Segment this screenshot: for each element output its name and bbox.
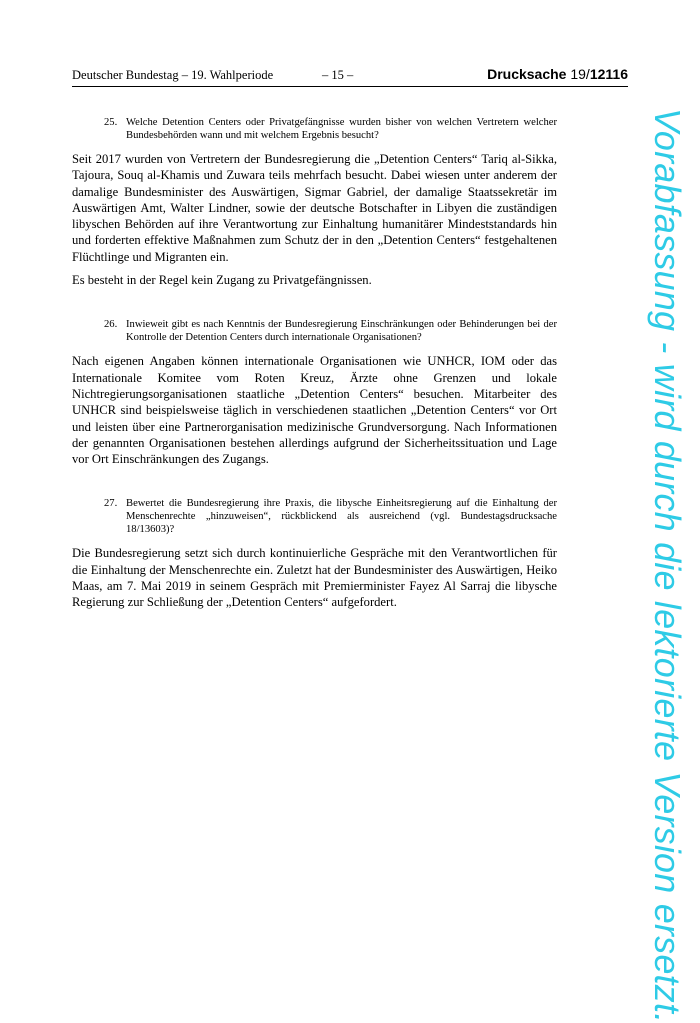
answer-25-paragraph-2: Es besteht in der Regel kein Zugang zu Privatgefängnissen. [72,273,372,288]
answer-26-paragraph-1: Nach eigenen Angaben können internationale Organisationen wie UNHCR, IOM oder das Internationale Komitee vom Roten Kreuz, Ärzte ohne Grenzen und lokale Nichtregierungsorganisationen staatliche „Detention Centers“ besuchen. Mitarbeiter des UNHCR sind beispielsweise täglich in verschiedenen staatlichen „Detention Centers“ vor Ort und leisten über eine Partnerorganisation medizinische Grundversorgung. Nach Informationen der genannten Organisationen bestehen allerdings aufgrund der Sicherheitssituation und Lage vor Ort Einschränkungen des Zugangs. [72,354,557,467]
draft-watermark [645,108,691,1023]
drucksache-id [487,66,628,82]
header-publication: Deutscher Bundestag – 19. Wahlperiode [72,68,274,82]
question-text: Bewertet die Bundesregierung ihre Praxis, die libysche Einheitsregierung auf die Einhaltung der Menschenrechte „hinzuweisen“, rückblickend als ausreichend (vgl. Bundestagsdrucksache 18/13603)? [126,498,557,536]
question-number: 26. [104,319,118,331]
question-text: Inwieweit gibt es nach Kenntnis der Bundesregierung Einschränkungen oder Behinderungen bei der Kontrolle der Detention Centers durch internationale Organisationen? [126,319,557,344]
question-number: 25. [104,117,118,128]
question-number: 27. [104,498,118,510]
page-number: – 15 – [322,68,354,82]
answer-25-paragraph-1: Seit 2017 wurden von Vertretern der Bundesregierung die „Detention Centers“ Tariq al-Sikka, Tajoura, Souq al-Khamis und Zuwara teils mehrfach besucht. Dabei wiesen unter anderem der damalige Bundesminister des Auswärtigen, Sigmar Gabriel, der damalige Staatssekretär im Auswärtigen Amt, Walter Lindner, sowie der deutsche Botschafter in Libyen die zuständigen libyschen Behörden auf ihre Verantwortung zur Einhaltung humanitärer Mindeststandards hin und forderten effektive Maßnahmen zum Schutz der in den „Detention Centers“ festgehaltenen Flüchtlinge und Migranten ein. [72,152,557,264]
page-header [72,66,628,87]
question-text: Welche Detention Centers oder Privatgefängnisse wurden bisher von welchen Vertretern welcher Bundesbehörden wann und mit welchem Ergebnis besucht? [126,117,557,141]
question-27 [72,497,557,536]
document-body [72,116,557,618]
question-25 [72,116,557,142]
drucksache-prefix: 19/ [570,66,590,82]
question-26 [72,318,557,344]
watermark-text: Vorabfassung - wird durch die lektorierte Version ersetzt. [647,108,688,1023]
answer-27-paragraph-1: Die Bundesregierung setzt sich durch kontinuierliche Gespräche mit den Verantwortlichen für die Einhaltung der Menschenrechte ein. Zuletzt hat der Bundesminister des Auswärtigen, Heiko Maas, am 7. Mai 2019 in seinem Gespräch mit Premierminister Fayez Al Sarraj die libysche Regierung zur Schließung der „Detention Centers“ aufgefordert. [72,546,557,610]
drucksache-label: Drucksache [487,66,567,82]
drucksache-number: 12116 [589,66,628,82]
